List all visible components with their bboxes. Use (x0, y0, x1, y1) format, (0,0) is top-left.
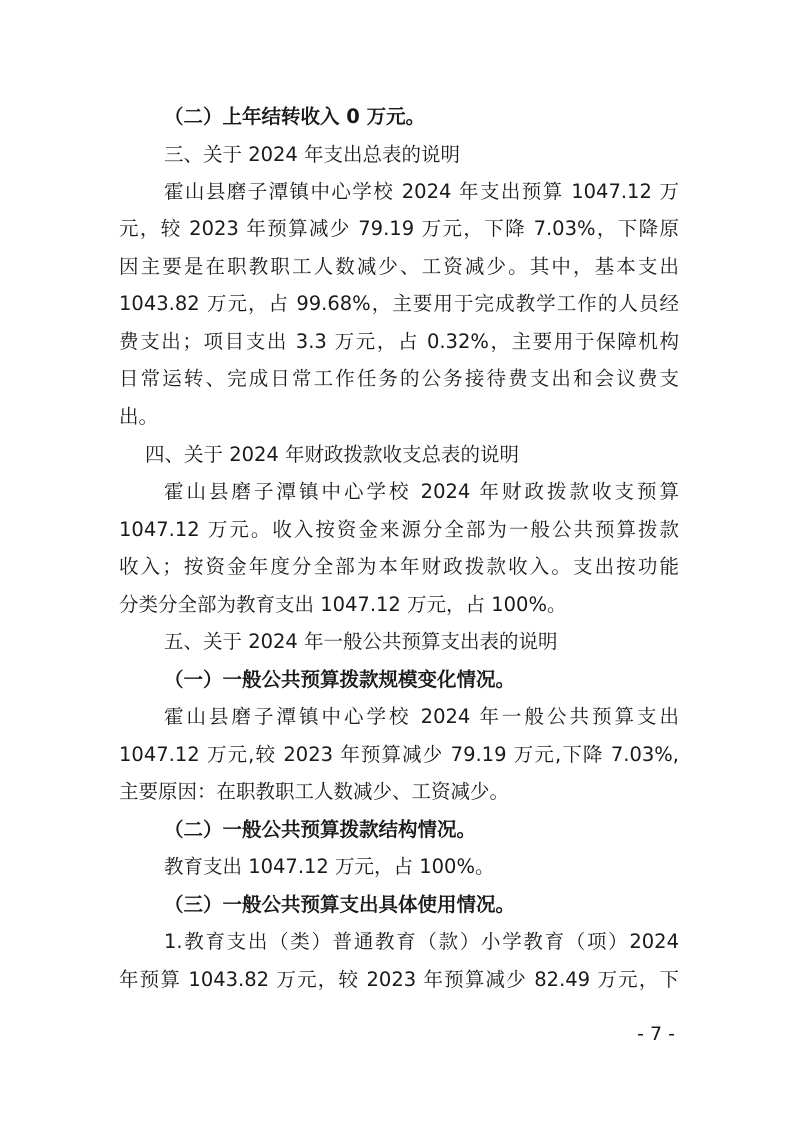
heading-section-5: 五、关于 2024 年一般公共预算支出表的说明 (164, 630, 558, 653)
paragraph-line: 1047.12 万元,较 2023 年预算减少 79.19 万元,下降 7.03%, (119, 743, 679, 766)
subheading-budget-usage: （三）一般公共预算支出具体使用情况。 (164, 893, 516, 916)
paragraph-line: 日常运转、完成日常工作任务的公务接待费支出和会议费支 (119, 367, 679, 390)
paragraph-line: 收入；按资金年度分全部为本年财政拨款收入。支出按功能 (119, 555, 679, 578)
paragraph-line: 元，较 2023 年预算减少 79.19 万元，下降 7.03%，下降原 (119, 217, 679, 240)
heading-section-3: 三、关于 2024 年支出总表的说明 (164, 143, 461, 166)
paragraph-line: 费支出；项目支出 3.3 万元，占 0.32%，主要用于保障机构 (119, 330, 679, 353)
paragraph-line: 出。 (119, 405, 159, 428)
paragraph-line: 霍山县磨子潭镇中心学校 2024 年财政拨款收支预算 (164, 480, 679, 503)
subheading-budget-scale-change: （一）一般公共预算拨款规模变化情况。 (164, 668, 516, 691)
paragraph-line: 霍山县磨子潭镇中心学校 2024 年支出预算 1047.12 万 (164, 180, 679, 203)
paragraph-line: 主要原因：在职教职工人数减少、工资减少。 (119, 780, 510, 803)
paragraph-line: 1043.82 万元，占 99.68%，主要用于完成教学工作的人员经 (119, 292, 679, 315)
paragraph-line: 因主要是在职教职工人数减少、工资减少。其中，基本支出 (119, 255, 679, 278)
heading-prior-year-carryover: （二）上年结转收入 0 万元。 (164, 105, 426, 128)
paragraph-line: 霍山县磨子潭镇中心学校 2024 年一般公共预算支出 (164, 705, 679, 728)
paragraph-line: 分类分全部为教育支出 1047.12 万元，占 100%。 (119, 593, 567, 616)
paragraph-line: 1047.12 万元。收入按资金来源分全部为一般公共预算拨款 (119, 518, 679, 541)
paragraph-line: 年预算 1043.82 万元，较 2023 年预算减少 82.49 万元，下 (119, 968, 679, 991)
heading-section-4: 四、关于 2024 年财政拨款收支总表的说明 (145, 443, 520, 466)
page-number: - 7 - (637, 1023, 675, 1045)
subheading-budget-structure: （二）一般公共预算拨款结构情况。 (164, 818, 477, 841)
paragraph-line: 教育支出 1047.12 万元，占 100%。 (164, 855, 495, 878)
paragraph-line: 1.教育支出（类）普通教育（款）小学教育（项）2024 (164, 930, 679, 953)
